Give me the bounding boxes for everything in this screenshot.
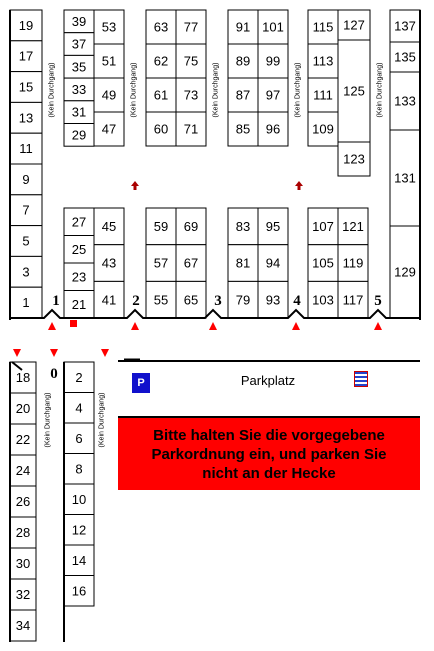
stall-number: 89 — [235, 53, 251, 69]
stall-number: 121 — [342, 218, 364, 234]
parking-stall — [10, 256, 42, 287]
arrow-up-icon — [131, 181, 139, 190]
parking-stall — [64, 101, 94, 124]
stall-number: 5 — [22, 233, 30, 249]
stall-number: 101 — [262, 19, 284, 35]
parking-stall — [10, 133, 42, 164]
parking-stall — [10, 72, 42, 103]
parking-sign-icon: P — [132, 373, 150, 393]
parking-stall — [338, 142, 370, 176]
parking-stall — [64, 124, 94, 147]
entrance-label: 3 — [214, 293, 222, 309]
parking-stall — [94, 208, 124, 245]
parking-stall — [146, 112, 176, 146]
parking-stall — [308, 245, 338, 282]
parking-stall — [146, 44, 176, 78]
stall-number: 10 — [71, 491, 87, 507]
parking-stall — [146, 78, 176, 112]
stall-number: 127 — [343, 17, 365, 33]
stall-number: 31 — [71, 104, 87, 120]
parking-stall — [10, 41, 42, 72]
stall-number: 59 — [153, 218, 169, 234]
parking-stall — [176, 10, 206, 44]
stall-number: 133 — [394, 93, 416, 109]
parking-stall — [390, 72, 420, 130]
parking-stall — [10, 517, 36, 548]
parking-stall — [308, 281, 338, 318]
stall-number: 77 — [183, 19, 199, 35]
stall-number: 3 — [22, 264, 30, 280]
aisle-note: (Kein Durchgang) — [44, 392, 52, 448]
stall-number: 25 — [71, 241, 87, 257]
parking-stall — [64, 236, 94, 264]
parking-stall — [10, 164, 42, 195]
entrance-marker-icon — [48, 322, 56, 330]
stall-number: 113 — [312, 53, 334, 69]
parking-stall — [228, 44, 258, 78]
parking-stall — [10, 579, 36, 610]
stall-number: 61 — [153, 87, 169, 103]
stall-number: 107 — [312, 218, 334, 234]
stall-number: 21 — [71, 296, 87, 312]
stall-number: 55 — [153, 292, 169, 308]
stall-number: 81 — [235, 255, 251, 271]
parking-stall — [390, 42, 420, 72]
entrance-label: 0 — [50, 366, 58, 382]
stall-number: 17 — [18, 48, 34, 64]
stall-number: 49 — [101, 87, 117, 103]
stall-number: 16 — [71, 583, 87, 599]
stall-number: 37 — [71, 36, 87, 52]
parking-stall — [338, 245, 368, 282]
stall-number: 2 — [75, 369, 83, 385]
stall-number: 71 — [183, 121, 199, 137]
entrance-marker-icon — [292, 322, 300, 330]
stall-number: 79 — [235, 292, 251, 308]
stall-number: 117 — [342, 292, 364, 308]
parking-stall — [176, 245, 206, 282]
parking-stall — [146, 245, 176, 282]
parking-stall — [258, 208, 288, 245]
stall-number: 91 — [235, 19, 251, 35]
parking-stall — [64, 291, 94, 319]
stall-number: 35 — [71, 59, 87, 75]
parking-stall — [390, 10, 420, 42]
parking-stall — [94, 10, 124, 44]
parking-stall — [308, 44, 338, 78]
stall-number: 9 — [22, 171, 30, 187]
stall-number: 20 — [15, 401, 31, 416]
stall-number: 129 — [394, 264, 416, 280]
stall-number: 131 — [394, 170, 416, 186]
stall-number: 12 — [71, 522, 87, 538]
parking-stall — [176, 112, 206, 146]
stall-number: 85 — [235, 121, 251, 137]
parking-stall — [258, 10, 288, 44]
stall-number: 33 — [71, 81, 87, 97]
stall-number: 51 — [101, 53, 117, 69]
parking-stall — [308, 10, 338, 44]
parking-stall — [64, 55, 94, 78]
parking-stall — [64, 393, 94, 424]
parking-stall — [258, 281, 288, 318]
stall-number: 13 — [18, 110, 34, 126]
entrance-label: 4 — [293, 293, 301, 309]
stall-number: 24 — [15, 463, 31, 478]
stall-number: 94 — [265, 255, 281, 271]
parking-stall — [338, 10, 370, 40]
parking-stall — [64, 515, 94, 546]
stall-number: 109 — [312, 121, 334, 137]
parking-stall — [258, 44, 288, 78]
parking-stall — [176, 78, 206, 112]
parking-stall — [308, 112, 338, 146]
parking-stall — [64, 484, 94, 515]
parking-stall — [64, 423, 94, 454]
parking-stall — [10, 393, 36, 424]
stall-number: 30 — [15, 556, 31, 571]
stall-number: 43 — [101, 255, 117, 271]
stall-number: 63 — [153, 19, 169, 35]
stall-number: 7 — [22, 202, 30, 218]
stall-number: 96 — [265, 121, 281, 137]
parking-stall — [338, 281, 368, 318]
parking-area — [118, 360, 420, 418]
parking-stall — [176, 281, 206, 318]
stall-number: 115 — [312, 19, 334, 35]
parking-stall — [228, 78, 258, 112]
parking-stall — [146, 281, 176, 318]
stall-number: 62 — [153, 53, 169, 69]
stall-number: 23 — [71, 269, 87, 285]
parking-stall — [10, 486, 36, 517]
stall-number: 103 — [312, 292, 334, 308]
entrance-marker-icon — [209, 322, 217, 330]
entrance-label: 2 — [132, 293, 140, 309]
entrance-label: 1 — [52, 293, 60, 309]
aisle-note: (Kein Durchgang) — [294, 62, 302, 118]
parking-stall — [338, 208, 368, 245]
parking-stall — [64, 10, 94, 33]
parking-stall — [176, 44, 206, 78]
stall-number: 137 — [394, 18, 416, 34]
parking-stall — [390, 226, 420, 318]
stall-number: 93 — [265, 292, 281, 308]
stall-number: 15 — [18, 79, 34, 95]
stall-number: 99 — [265, 53, 281, 69]
stall-number: 14 — [71, 552, 87, 568]
stall-number: 22 — [15, 432, 31, 447]
stall-number: 83 — [235, 218, 251, 234]
parking-stall — [308, 208, 338, 245]
stall-number: 18 — [15, 370, 31, 385]
parking-notice — [118, 418, 420, 490]
parking-stall — [10, 287, 42, 318]
parking-stall — [146, 10, 176, 44]
parking-stall — [258, 112, 288, 146]
stall-number: 19 — [18, 17, 34, 33]
stall-number: 57 — [153, 255, 169, 271]
parking-stall — [258, 245, 288, 282]
stall-number: 27 — [71, 214, 87, 230]
stall-number: 119 — [342, 255, 364, 271]
stall-number: 6 — [75, 430, 83, 446]
stall-number: 123 — [343, 151, 365, 167]
parking-stall — [10, 10, 42, 41]
stall-number: 87 — [235, 87, 251, 103]
parking-stall — [228, 245, 258, 282]
stall-number: 125 — [343, 83, 365, 99]
stall-number: 73 — [183, 87, 199, 103]
parking-stall — [64, 263, 94, 291]
parking-stall — [64, 362, 94, 393]
stall-number: 26 — [15, 494, 31, 509]
arrow-up-icon — [295, 181, 303, 190]
stall-number: 69 — [183, 218, 199, 234]
parking-stall — [10, 102, 42, 133]
parking-stall — [308, 78, 338, 112]
square-marker-icon — [70, 320, 77, 327]
aisle-note: (Kein Durchgang) — [130, 62, 138, 118]
parking-stall — [64, 78, 94, 101]
parking-stall — [10, 610, 36, 641]
parking-stall — [228, 208, 258, 245]
parking-stall — [94, 44, 124, 78]
parking-stall — [258, 78, 288, 112]
stall-number: 32 — [15, 587, 31, 602]
stall-number: 47 — [101, 121, 117, 137]
parking-stall — [10, 362, 36, 393]
stall-number: 1 — [22, 295, 30, 311]
stall-number: 34 — [15, 618, 31, 633]
stall-number: 53 — [101, 19, 117, 35]
parking-stall — [146, 208, 176, 245]
stall-number: 67 — [183, 255, 199, 271]
parking-stall — [10, 195, 42, 226]
stall-number: 28 — [15, 525, 31, 540]
parking-stall — [64, 576, 94, 607]
parking-stall — [94, 281, 124, 318]
stall-number: 111 — [313, 87, 333, 103]
stall-number: 65 — [183, 292, 199, 308]
stall-number: 105 — [312, 255, 334, 271]
entrance-marker-icon — [131, 322, 139, 330]
parking-stall — [10, 424, 36, 455]
parking-title: Parkplatz — [240, 373, 296, 388]
parking-stall — [10, 226, 42, 257]
parking-stall — [10, 548, 36, 579]
aisle-note: (Kein Durchgang) — [212, 62, 220, 118]
parking-stall — [228, 281, 258, 318]
entrance-label: 5 — [374, 293, 382, 309]
parking-stall — [64, 33, 94, 56]
parking-stall — [94, 112, 124, 146]
down-marker-icon — [13, 349, 21, 357]
stall-number: 41 — [101, 292, 117, 308]
stall-number: 60 — [153, 121, 169, 137]
parking-stall — [228, 10, 258, 44]
parking-stall — [64, 545, 94, 576]
stall-number: 75 — [183, 53, 199, 69]
parking-stall — [338, 40, 370, 142]
parking-stall — [228, 112, 258, 146]
down-marker-icon — [50, 349, 58, 357]
aisle-note: (Kein Durchgang) — [376, 62, 384, 118]
parking-stall — [94, 245, 124, 282]
parking-stall — [390, 130, 420, 226]
parking-stall — [10, 455, 36, 486]
stall-number: 45 — [101, 218, 117, 234]
stall-number: 135 — [394, 49, 416, 65]
parking-stall — [176, 208, 206, 245]
stall-number: 39 — [71, 13, 87, 29]
parking-stall — [64, 454, 94, 485]
down-marker-icon — [101, 349, 109, 357]
entrance-marker-icon — [374, 322, 382, 330]
stall-number: 8 — [75, 461, 83, 477]
parking-stall — [94, 78, 124, 112]
stall-number: 97 — [265, 87, 281, 103]
stall-number: 29 — [71, 127, 87, 143]
stall-number: 11 — [19, 141, 33, 157]
stall-number: 95 — [265, 218, 281, 234]
aisle-note: (Kein Durchgang) — [48, 62, 56, 118]
aisle-note: (Kein Durchgang) — [98, 392, 106, 448]
flag-icon — [354, 371, 368, 387]
parking-stall — [64, 208, 94, 236]
notice-text: Bitte halten Sie die vorgegebene Parkordnung ein, und parken Sie nicht an der Hecke — [151, 427, 387, 482]
stall-number: 4 — [75, 400, 83, 416]
